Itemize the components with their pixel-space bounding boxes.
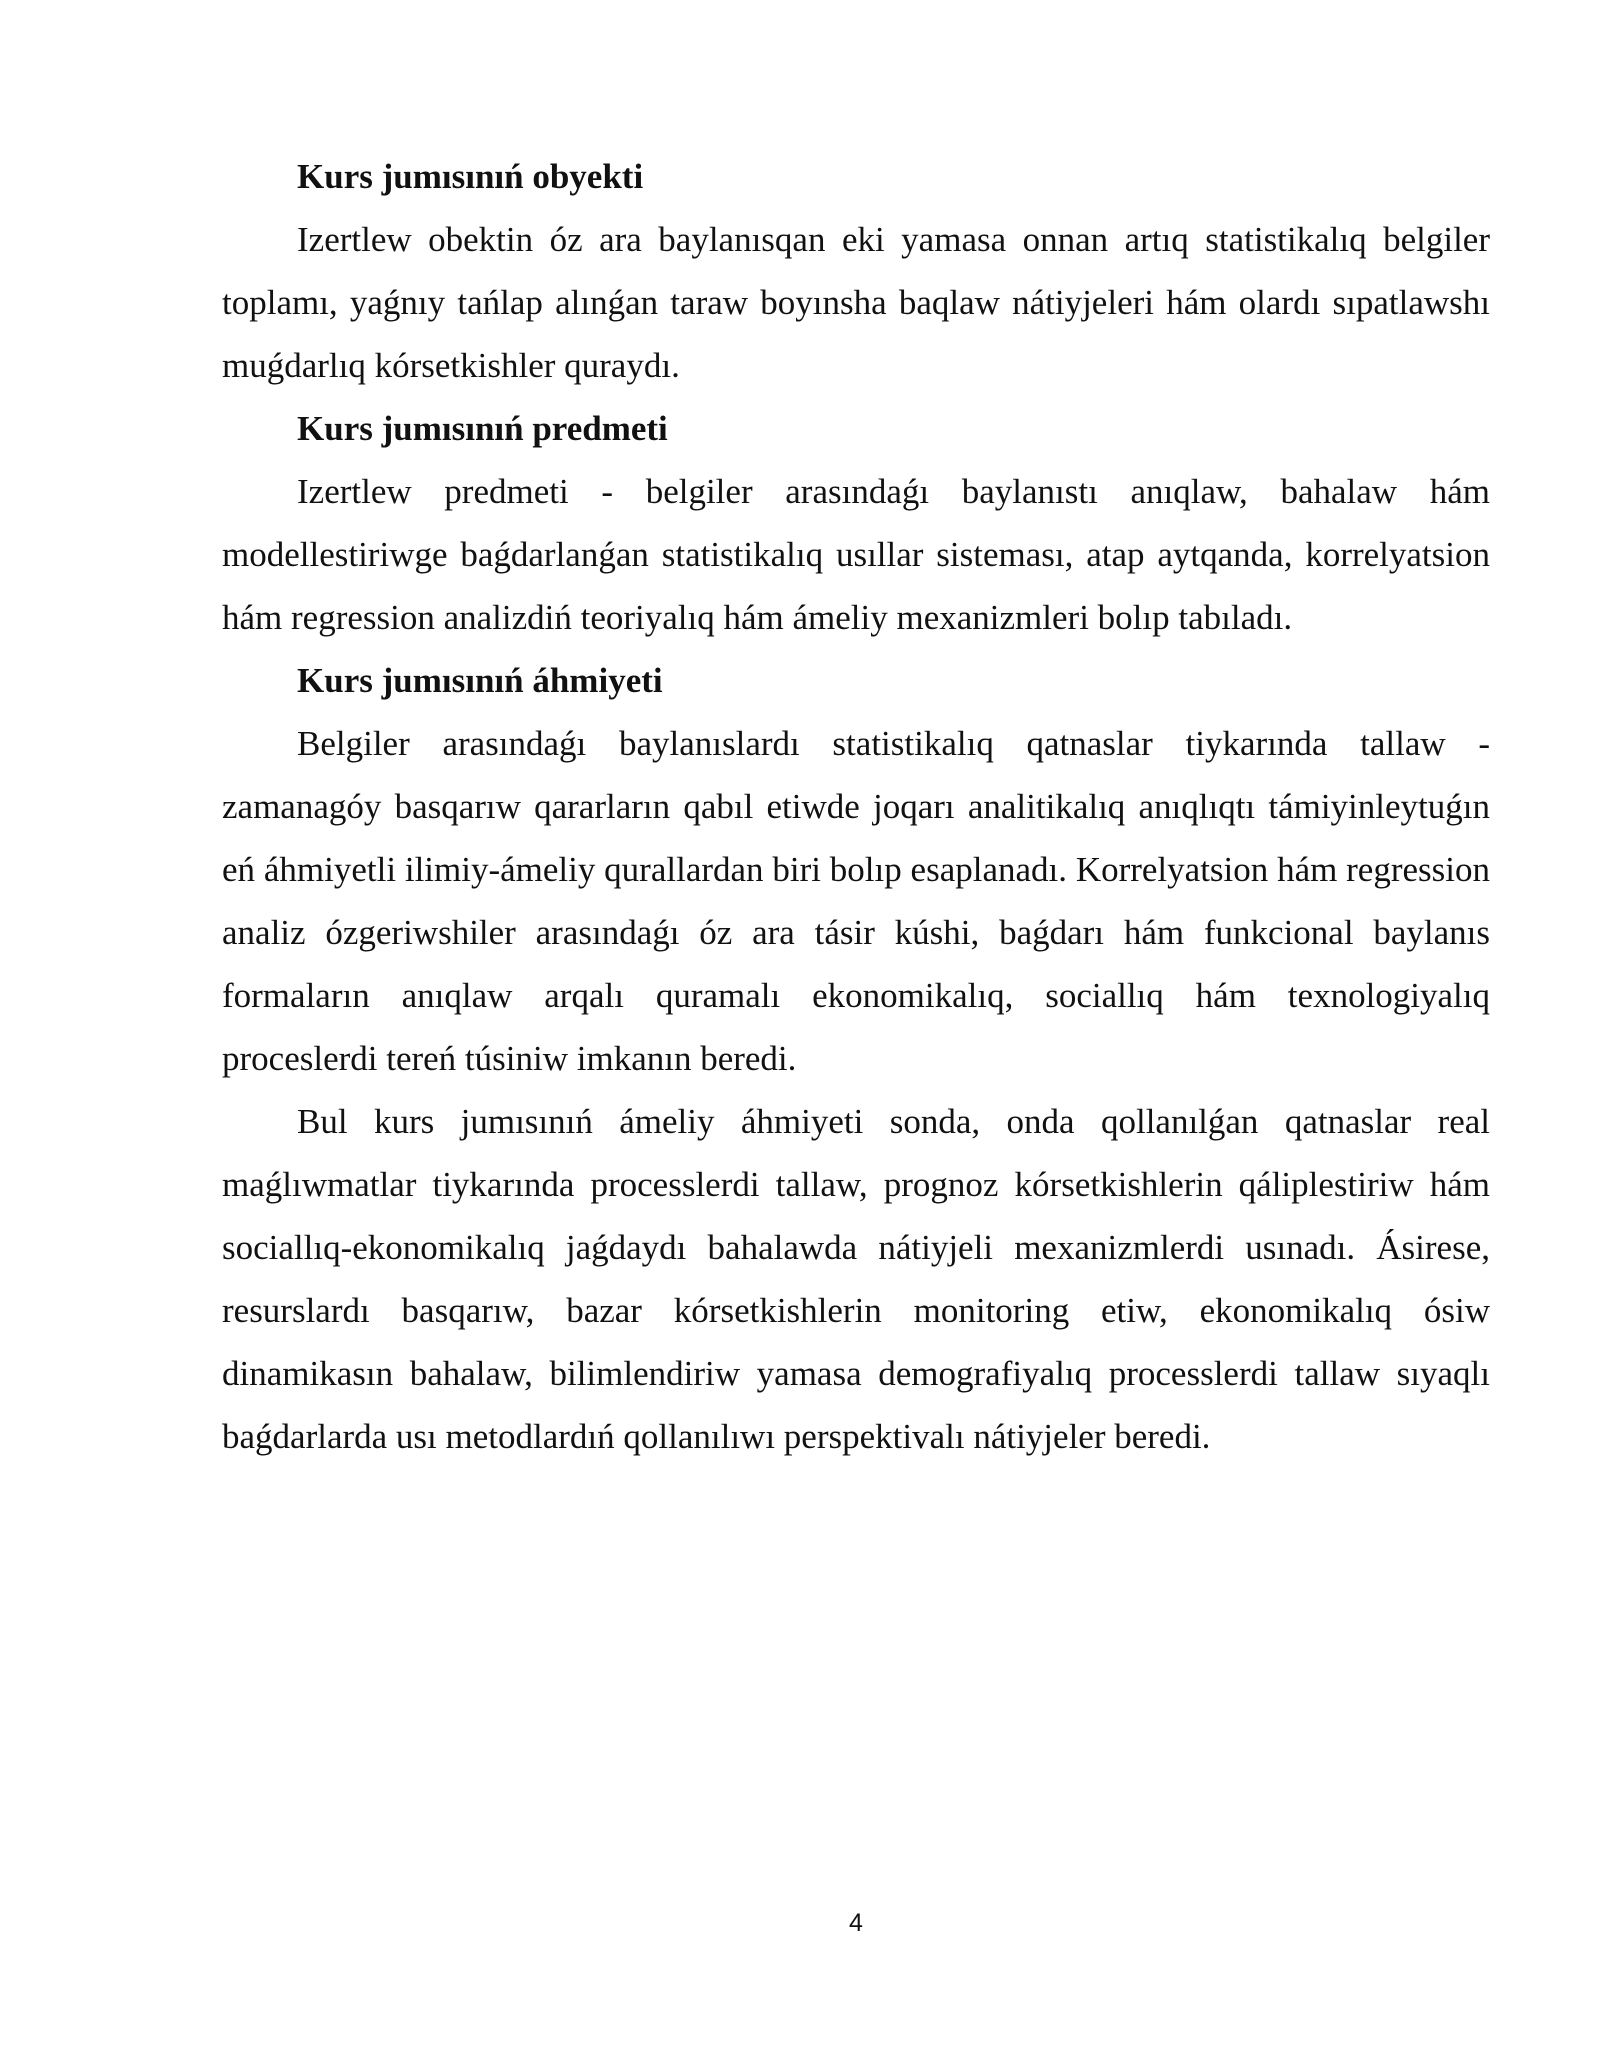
document-page [222,145,1490,1468]
section-heading-subject: Kurs jumısınıń predmeti [297,409,668,448]
paragraph-importance-2: Bul kurs jumısınıń ámeliy áhmiyeti sonda, onda qollanılǵan qatnaslar real maǵlıwmatlar tiykarında processlerdi tallaw, prognoz kórsetkishlerin qáliplestiriw hám sociallıq-ekonomikalıq jaǵdaydı bahalawda nátiyjeli mexanizmlerdi usınadı. Ásirese, resurslardı basqarıw, bazar kórsetkishlerin monitoring etiw, ekonomikalıq ósiw dinamikasın bahalaw, bilimlendiriw yamasa demografiyalıq processlerdi tallaw sıyaqlı baǵdarlarda usı metodlardıń qollanılıwı perspektivalı nátiyjeler beredi. [222,1102,1490,1456]
section-heading-importance: Kurs jumısınıń áhmiyeti [297,661,663,700]
paragraph-object: Izertlew obektin óz ara baylanısqan eki yamasa onnan artıq statistikalıq belgiler toplamı, yaǵnıy tańlap alınǵan taraw boyınsha baqlaw nátiyjeleri hám olardı sıpatlawshı muǵdarlıq kórsetkishler quraydı. [222,220,1490,385]
section-heading-object: Kurs jumısınıń obyekti [297,157,644,196]
paragraph-subject: Izertlew predmeti - belgiler arasındaǵı baylanıstı anıqlaw, bahalaw hám modellestiriwge baǵdarlanǵan statistikalıq usıllar sisteması, atap aytqanda, korrelyatsion hám regression analizdiń teoriyalıq hám ámeliy mexanizmleri bolıp tabıladı. [222,472,1490,637]
paragraph-importance-1: Belgiler arasındaǵı baylanıslardı statistikalıq qatnaslar tiykarında tallaw - zamanagóy basqarıw qararların qabıl etiwde joqarı analitikalıq anıqlıqtı támiyinleytuǵın eń áhmiyetli ilimiy-ámeliy qurallardan biri bolıp esaplanadı. Korrelyatsion hám regression analiz ózgeriwshiler arasındaǵı óz ara tásir kúshi, baǵdarı hám funkcional baylanıs formaların anıqlaw arqalı quramalı ekonomikalıq, sociallıq hám texnologiyalıq proceslerdi tereń túsiniw imkanın beredi. [222,724,1490,1078]
page-number: 4 [849,1909,863,1937]
